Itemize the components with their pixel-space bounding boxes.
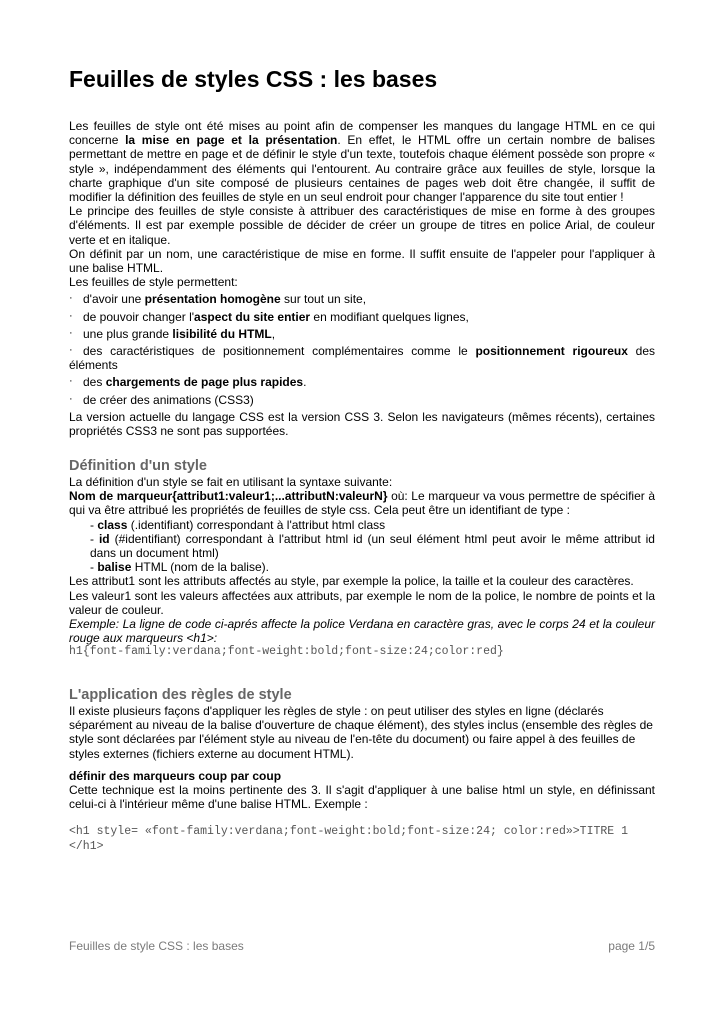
bullet-icon: · <box>69 309 73 322</box>
intro-paragraph-4: Les feuilles de style permettent: <box>69 275 238 290</box>
identifier-item-class <box>69 518 655 532</box>
footer-title: Feuilles de style CSS : les bases <box>69 939 244 953</box>
list-item <box>69 344 655 372</box>
application-section <box>69 686 655 854</box>
identifier-text: HTML (nom de la balise). <box>131 560 269 575</box>
dash: - <box>90 531 99 546</box>
identifier-bold: balise <box>97 560 132 575</box>
list-item <box>69 375 655 389</box>
list-item-text-rest: sur tout un site, <box>280 292 367 307</box>
application-subheading: définir des marqueurs coup par coup <box>69 768 282 783</box>
application-paragraph-2: Cette technique est la moins pertinente des 3. Il s'agit d'appliquer à une balise html un style, en définissant celui-ci à l'intérieur même d'une balise HTML. Exemple : <box>69 783 655 812</box>
identifier-item-balise <box>69 560 655 574</box>
syntax-bold: Nom de marqueur{attribut1:valeur1;...attributN:valeurN} <box>69 489 388 504</box>
list-item <box>69 327 655 341</box>
list-item-text-rest: . <box>303 375 307 390</box>
intro-paragraph-3: On définit par un nom, une caractéristique de mise en forme. Il suffit ensuite de l'appeler pour l'appliquer à une balise HTML. <box>69 246 655 276</box>
dash: - <box>90 517 98 532</box>
intro-paragraph-2: Le principe des feuilles de style consiste à attribuer des caractéristiques de mise en forme à des groupes d'éléments. Il est par exemple possible de décider de créer un groupe de titres en police Arial, de couleur verte et en italique. <box>69 204 655 247</box>
intro-section <box>69 119 655 438</box>
code-example-1: h1{font-family:verdana;font-weight:bold;font-size:24;color:red} <box>69 645 504 659</box>
definition-paragraph-3: Les valeur1 sont les valeurs affectées aux attributs, par exemple le nom de la police, le nombre de points et la valeur de couleur. <box>69 588 655 617</box>
section-heading-definition: Définition d'un style <box>69 458 207 474</box>
definition-paragraph-1: La définition d'un style se fait en utilisant la syntaxe suivante: <box>69 475 393 489</box>
identifier-item-id <box>69 532 655 560</box>
bullet-icon: · <box>69 326 73 339</box>
application-paragraph-1: Il existe plusieurs façons d'appliquer les règles de style : on peut utiliser des styles en ligne (déclarés séparément au niveau de la balise d'ouverture de chaque élément), des styles inclus (ensemble des règles de style sont déclarées par l'élément style au niveau de l'en-tête du document) ou faire appel à des feuilles de styles externes (fichiers externe au document HTML). <box>69 704 653 761</box>
definition-paragraph-2: Les attribut1 sont les attributs affectés au style, par exemple la police, la taille et la couleur des caractères. <box>69 574 634 589</box>
list-item-text: des <box>83 375 106 390</box>
intro-paragraph-1 <box>69 119 655 204</box>
section-heading-application: L'application des règles de style <box>69 687 292 703</box>
intro-paragraph-5: La version actuelle du langage CSS est la version CSS 3. Selon les navigateurs (mêmes récents), certaines propriétés CSS3 ne sont pas supportées. <box>69 409 655 439</box>
list-item-text: de créer des animations (CSS3) <box>83 392 254 407</box>
intro-text: Les feuilles de style ont été mises au point afin de compenser les manques du langage HTML en ce qui concerne <box>69 119 655 148</box>
bullet-icon: · <box>69 392 73 405</box>
bullet-icon: · <box>69 292 73 305</box>
bullet-icon: · <box>69 375 73 388</box>
list-item-bold: lisibilité du HTML <box>172 326 272 341</box>
identifier-bold: id <box>98 531 110 546</box>
list-item <box>69 310 655 324</box>
identifier-bold: class <box>97 517 128 532</box>
list-item-bold: aspect du site entier <box>194 309 311 324</box>
definition-section <box>69 457 655 660</box>
list-item <box>69 393 655 407</box>
list-item-text: de pouvoir changer l' <box>83 309 195 324</box>
bullet-icon: · <box>69 344 73 357</box>
dash: - <box>90 560 98 575</box>
list-item-text-rest: des éléments <box>69 344 655 373</box>
code-example-2: <h1 style= «font-family:verdana;font-weight:bold;font-size:24; color:red»>TITRE 1 </h1> <box>69 825 628 853</box>
page-number: page 1/5 <box>608 939 655 953</box>
list-item-text: une plus grande <box>83 326 173 341</box>
list-item-text-rest: , <box>271 326 276 341</box>
definition-example: Exemple: La ligne de code ci-aprés affecte la police Verdana en caractère gras, avec le corps 24 et la couleur rouge aux marqueurs <h1>: <box>69 617 655 646</box>
list-item-text: des caractéristiques de positionnement complémentaires comme le <box>83 344 476 359</box>
intro-text-rest: . En effet, le HTML offre un certain nombre de balises permettant de mettre en page et de définir le style d'un texte, toutefois chaque élément possède son propre « style », indépendamment des éléments qui l'entourent. Au contraire grâce aux feuilles de style, lorsque la charte graphique d'un site composé de plusieurs centaines de pages web doit être changée, il suffit de modifier la définition des feuilles de style en un seul endroit pour changer l'apparence du site tout entier ! <box>69 133 655 205</box>
syntax-rest: où: Le marqueur va vous permettre de spécifier à qui va être attribué les propriétés de feuilles de style css. Cela peut être un identifiant de type : <box>69 489 655 518</box>
list-item-bold: positionnement rigoureux <box>475 344 628 359</box>
intro-emphasis: la mise en page et la présentation <box>125 133 338 148</box>
list-item-bold: chargements de page plus rapides <box>105 375 304 390</box>
list-item-bold: présentation homogène <box>144 292 281 307</box>
list-item-text-rest: en modifiant quelques lignes, <box>310 309 469 324</box>
definition-syntax <box>69 489 655 517</box>
page-title: Feuilles de styles CSS : les bases <box>69 66 438 92</box>
identifier-text: (.identifiant) correspondant à l'attribut html class <box>127 517 386 532</box>
list-item-text: d'avoir une <box>83 292 145 307</box>
identifier-text: (#identifiant) correspondant à l'attribut html id (un seul élément html peut avoir le même attribut id dans un document html) <box>90 531 655 561</box>
list-item <box>69 292 655 306</box>
